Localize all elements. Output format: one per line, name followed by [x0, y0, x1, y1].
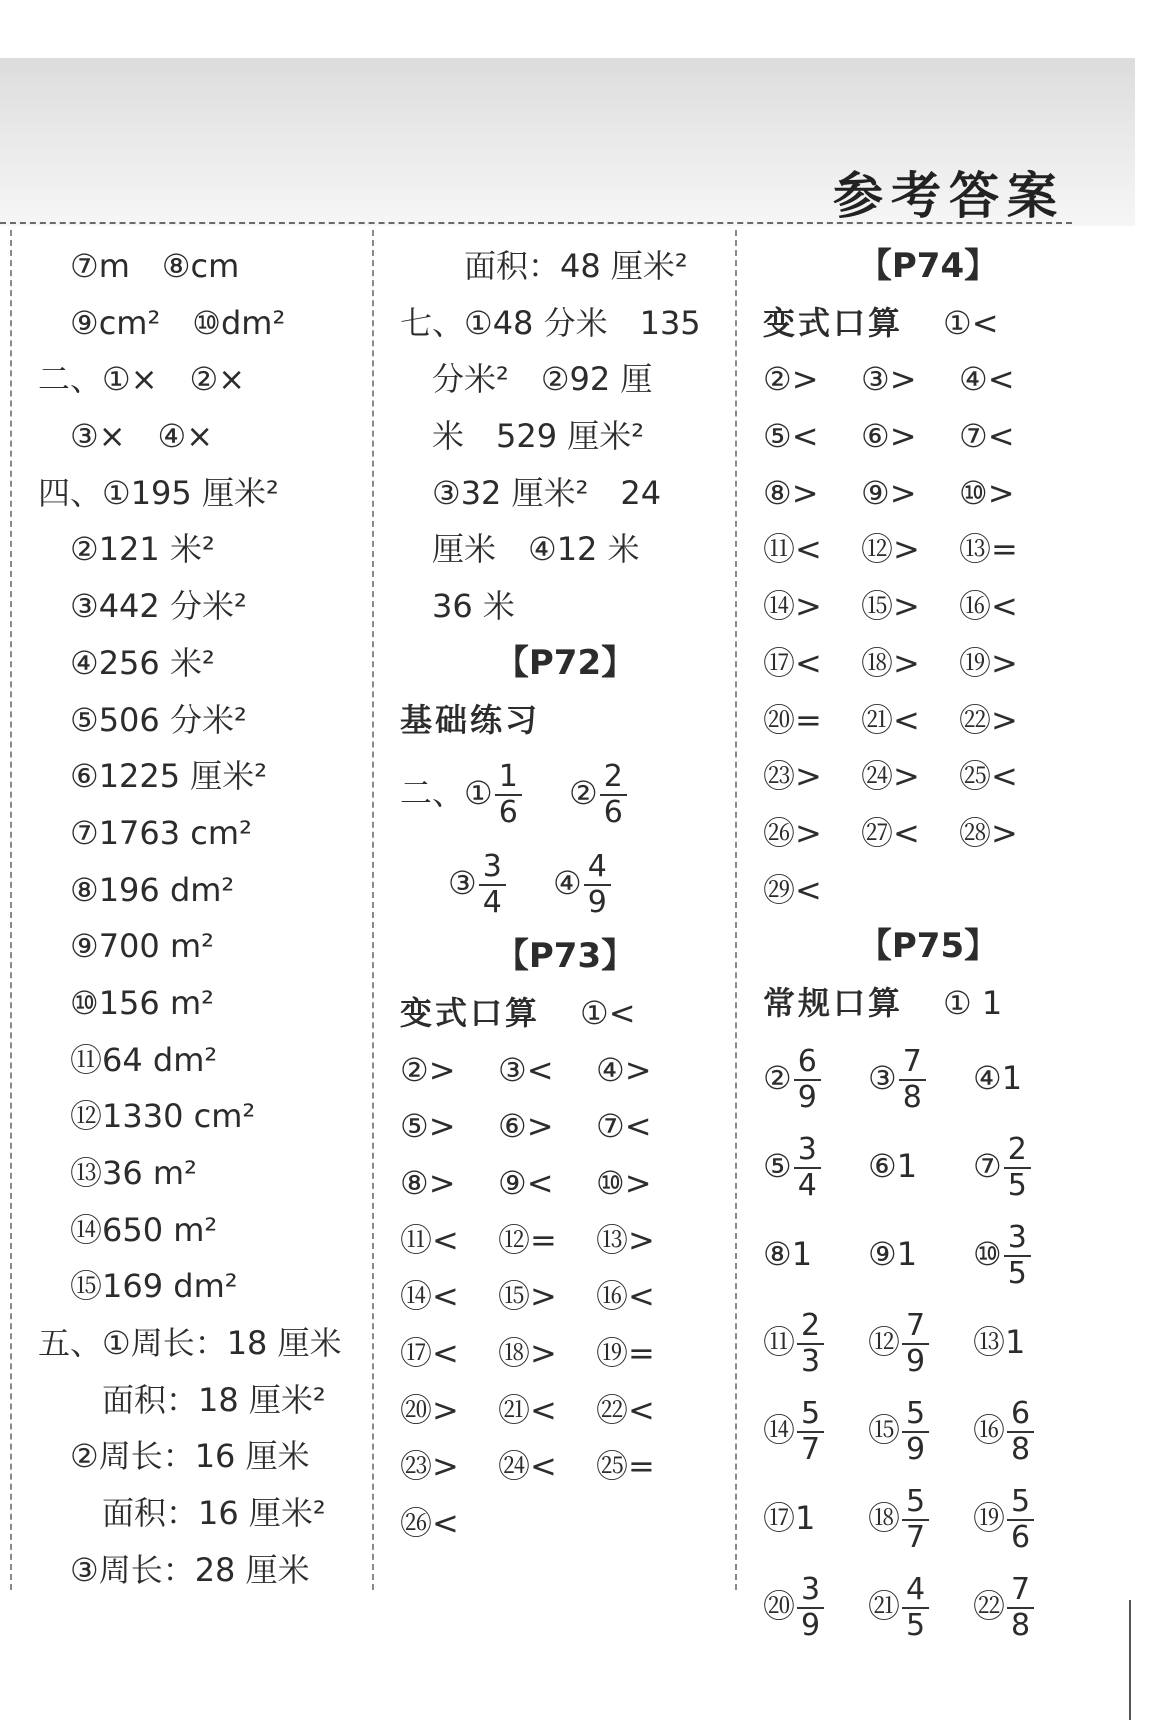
fraction-answer: [868, 1122, 973, 1210]
answer-line: ②121 米²: [38, 530, 215, 569]
compare-row: [763, 351, 1093, 408]
fraction-answer: [868, 1034, 973, 1122]
answer-number: ⑧: [763, 1234, 792, 1273]
fraction-numerator: 5: [902, 1485, 929, 1521]
compare-row: [400, 1268, 730, 1325]
section-label: 变式口算: [400, 993, 541, 1032]
compare-answer: ㉕=: [596, 1447, 655, 1486]
fraction: [902, 1573, 929, 1643]
answer-line: ⑥1225 厘米²: [38, 757, 268, 796]
fraction-answer: [448, 850, 553, 920]
compare-answer: ⑮>: [498, 1277, 557, 1316]
fraction-answer: [973, 1210, 1078, 1298]
fraction: [902, 1309, 929, 1379]
page-edge-mark: [1129, 1600, 1131, 1720]
page-ref-p75: 【P75】: [857, 926, 999, 967]
fraction: [797, 1397, 824, 1467]
fraction-answer: [868, 1298, 973, 1386]
fraction-denominator: 9: [906, 1431, 926, 1467]
fraction: [1007, 1573, 1034, 1643]
fraction-denominator: 4: [797, 1167, 817, 1203]
answer-line: 米 529 厘米²: [400, 417, 645, 456]
compare-row: [763, 521, 1093, 578]
section-bianshi-kousuan: [763, 295, 1093, 352]
compare-answer: ③>: [861, 360, 917, 399]
answer-line: ⑭650 m²: [38, 1210, 218, 1249]
fraction-numerator: 7: [899, 1045, 926, 1081]
fraction-denominator: 9: [797, 1079, 817, 1115]
answer-value: 1: [1005, 1322, 1026, 1361]
answer-line: ③× ④×: [38, 417, 214, 456]
compare-answer: ⑧>: [763, 473, 819, 512]
answer-number: ⑩: [973, 1234, 1002, 1273]
compare-answer: ①<: [943, 303, 999, 342]
answer-number: ㉒: [973, 1586, 1006, 1625]
answer-value: ① 1: [943, 983, 1003, 1022]
fraction-row: [400, 748, 730, 838]
answer-number: ②: [763, 1058, 792, 1097]
fraction-numerator: 4: [584, 850, 611, 886]
compare-row: [400, 1155, 730, 1212]
fraction-numerator: 6: [794, 1045, 821, 1081]
compare-answer: ⑫>: [861, 530, 920, 569]
answer-line: ③442 分米²: [38, 587, 247, 626]
answer-line: ⑤506 分米²: [38, 700, 247, 739]
compare-answer: ⑱>: [861, 643, 920, 682]
fraction-numerator: 2: [1004, 1133, 1031, 1169]
compare-row: [400, 1495, 730, 1552]
compare-answer: ⑦<: [959, 417, 1015, 456]
answer-number: ㉑: [868, 1586, 901, 1625]
answer-line: ⑪64 dm²: [38, 1040, 218, 1079]
section-bianshi-kousuan: [400, 985, 730, 1042]
compare-answer: ㉔>: [861, 757, 920, 796]
fraction-denominator: 5: [1007, 1255, 1027, 1291]
fraction: [1007, 1397, 1034, 1467]
fraction-numerator: 3: [797, 1573, 824, 1609]
fraction-numerator: 4: [902, 1573, 929, 1609]
compare-answer: ㉖>: [763, 813, 822, 852]
fraction-answer: [763, 1386, 868, 1474]
answer-number: ⑲: [973, 1498, 1006, 1537]
fraction-answer: [973, 1034, 1078, 1122]
compare-answer: ②>: [763, 360, 819, 399]
fraction-denominator: 6: [603, 795, 623, 831]
compare-answer: ⑪<: [763, 530, 822, 569]
fraction-row: [763, 1296, 1093, 1384]
answer-number: ⑦: [973, 1146, 1002, 1185]
fraction-answer: [569, 760, 674, 830]
fraction-row: [763, 1120, 1093, 1208]
fraction-denominator: 9: [587, 885, 607, 921]
compare-answer: ㉑<: [861, 700, 920, 739]
fraction-answer: [973, 1298, 1078, 1386]
answer-number: ⑳: [763, 1586, 796, 1625]
answer-number: ⑨: [868, 1234, 897, 1273]
answer-line: 五、①周长：18 厘米: [38, 1324, 342, 1363]
compare-answer: ⑭<: [400, 1277, 459, 1316]
answer-line: ⑨cm² ⑩dm²: [38, 303, 286, 342]
compare-row: [763, 862, 1093, 919]
fraction-numerator: 2: [600, 760, 627, 796]
fraction-numerator: 5: [1007, 1485, 1034, 1521]
fraction-answer: [868, 1474, 973, 1562]
header-divider: [0, 222, 1072, 224]
answer-number: ①: [464, 774, 493, 813]
answer-number: ⑰: [763, 1498, 796, 1537]
answer-number: ③: [448, 864, 477, 903]
fraction-numerator: 6: [1007, 1397, 1034, 1433]
compare-answer: ⑬=: [959, 530, 1018, 569]
compare-answer: ⑳=: [763, 700, 822, 739]
compare-row: [763, 635, 1093, 692]
compare-answer: ⑫=: [498, 1220, 557, 1259]
fraction-answer: [763, 1474, 868, 1562]
fraction-numerator: 7: [902, 1309, 929, 1345]
fraction: [899, 1045, 926, 1115]
answer-number: ⑭: [763, 1410, 796, 1449]
answer-column-2: [400, 238, 730, 1552]
compare-answer: ⑤>: [400, 1107, 456, 1146]
fraction-answer: [868, 1210, 973, 1298]
fraction-denominator: 8: [1011, 1431, 1031, 1467]
compare-row: [400, 1042, 730, 1099]
compare-row: [400, 1098, 730, 1155]
answer-line: ⑧196 dm²: [38, 870, 235, 909]
fraction-numerator: 3: [794, 1133, 821, 1169]
compare-row: [763, 805, 1093, 862]
answer-line: 36 米: [400, 587, 515, 626]
compare-row: [763, 692, 1093, 749]
fraction-answer: [763, 1210, 868, 1298]
fraction: [584, 850, 611, 920]
answer-line: 七、①48 分米 135: [400, 303, 701, 342]
answer-number: ⑫: [868, 1322, 901, 1361]
compare-row: [763, 465, 1093, 522]
page-title: 参考答案: [833, 167, 1065, 225]
fraction: [902, 1397, 929, 1467]
section-changgui-kousuan: [763, 975, 1093, 1032]
answer-number: ④: [973, 1058, 1002, 1097]
fraction-row: [763, 1032, 1093, 1120]
compare-answer: ⑯<: [959, 587, 1018, 626]
section-jichu-lianxi: 基础练习: [400, 700, 541, 739]
compare-answer: ③<: [498, 1050, 554, 1089]
answer-line: ⑩156 m²: [38, 983, 214, 1022]
compare-row: [763, 748, 1093, 805]
fraction-answer: [868, 1562, 973, 1650]
fraction: [902, 1485, 929, 1555]
answer-line: ⑦1763 cm²: [38, 813, 252, 852]
fraction-answer: [973, 1386, 1078, 1474]
answer-number: ⑯: [973, 1410, 1006, 1449]
fraction-denominator: 8: [1011, 1607, 1031, 1643]
compare-answer: ⑰<: [400, 1334, 459, 1372]
fraction-denominator: 3: [801, 1343, 821, 1379]
fraction-row: [763, 1472, 1093, 1560]
compare-answer: ⑦<: [596, 1107, 652, 1146]
compare-row: [400, 1212, 730, 1269]
answer-value: 1: [1001, 1058, 1023, 1097]
fraction: [1004, 1133, 1031, 1203]
column-divider-left: [10, 230, 12, 1590]
fraction: [1007, 1485, 1034, 1555]
fraction: [797, 1573, 824, 1643]
fraction-denominator: 7: [801, 1431, 821, 1467]
fraction-denominator: 9: [801, 1607, 821, 1643]
page-ref-p73: 【P73】: [494, 936, 636, 977]
answer-number: ⑬: [973, 1322, 1006, 1361]
compare-answer: ㉗<: [861, 813, 920, 852]
compare-answer: ⑤<: [763, 417, 819, 456]
fraction-numerator: 3: [479, 850, 506, 886]
compare-answer: ②>: [400, 1050, 456, 1089]
fraction-denominator: 6: [498, 795, 518, 831]
compare-answer: ⑳>: [400, 1390, 459, 1429]
answer-number: ②: [569, 774, 598, 813]
answer-number: ⑥: [868, 1146, 897, 1185]
answer-line: ⑬36 m²: [38, 1154, 197, 1192]
compare-answer: ⑬>: [596, 1220, 655, 1259]
answer-number: ③: [868, 1058, 897, 1097]
answer-line: ⑨700 m²: [38, 927, 214, 966]
compare-answer: ⑥>: [498, 1107, 554, 1146]
answer-value: 1: [896, 1234, 918, 1273]
compare-answer: ⑯<: [596, 1277, 655, 1316]
compare-answer: ⑪<: [400, 1220, 459, 1259]
compare-answer: ⑨>: [861, 473, 917, 512]
column-divider-2: [735, 230, 737, 1590]
compare-answer: ⑧>: [400, 1163, 456, 1202]
answer-value: 1: [791, 1234, 813, 1273]
compare-answer: ⑩>: [959, 473, 1015, 512]
fraction: [797, 1309, 824, 1379]
compare-answer: ⑲>: [959, 643, 1018, 682]
fraction-answer: [763, 1562, 868, 1650]
fraction: [495, 760, 522, 830]
compare-row: [400, 1382, 730, 1439]
fraction-row: [763, 1384, 1093, 1472]
answer-line: ⑫1330 cm²: [38, 1097, 256, 1136]
fraction-denominator: 9: [906, 1343, 926, 1379]
answer-number: ⑮: [868, 1410, 901, 1449]
fraction: [1004, 1221, 1031, 1291]
compare-answer: ⑭>: [763, 587, 822, 626]
compare-answer: ㉒<: [596, 1390, 655, 1429]
answer-value: 1: [896, 1146, 918, 1185]
compare-answer: ㉔<: [498, 1447, 557, 1486]
fraction-answer: [973, 1122, 1078, 1210]
page-ref-p74: 【P74】: [857, 246, 999, 286]
fraction-numerator: 1: [495, 760, 522, 796]
compare-answer: ⑱>: [498, 1334, 557, 1372]
fraction-numerator: 5: [902, 1397, 929, 1433]
page-ref-p72: 【P72】: [494, 642, 636, 683]
fraction-answer: [763, 1298, 868, 1386]
fraction-denominator: 6: [1011, 1519, 1031, 1555]
answer-line: ③32 厘米² 24: [400, 473, 662, 512]
answer-line: 面积：18 厘米²: [38, 1380, 326, 1419]
fraction: [479, 850, 506, 920]
answer-line: ⑮169 dm²: [38, 1267, 238, 1306]
fraction-row: [763, 1560, 1093, 1648]
answer-line: 四、①195 厘米²: [38, 473, 279, 512]
fraction-answer: [763, 1122, 868, 1210]
fraction: [794, 1133, 821, 1203]
fraction-answer: [553, 850, 658, 920]
answer-column-3: [763, 238, 1093, 1648]
fraction: [794, 1045, 821, 1115]
compare-answer: ㉕<: [959, 757, 1018, 796]
answer-line: 面积：16 厘米²: [38, 1494, 326, 1533]
answer-line: ④256 米²: [38, 643, 215, 682]
answer-line: 分米² ②92 厘: [400, 360, 653, 399]
fraction-answer: [973, 1562, 1078, 1650]
answer-line: ③周长：28 厘米: [38, 1550, 310, 1589]
compare-answer: ①<: [580, 993, 636, 1032]
compare-answer: ⑲=: [596, 1334, 655, 1372]
fraction-numerator: 2: [797, 1309, 824, 1345]
answer-line: 二、①× ②×: [38, 360, 246, 399]
fraction-answer: [763, 1034, 868, 1122]
fraction-numerator: 7: [1007, 1573, 1034, 1609]
compare-answer: ㉘>: [959, 813, 1018, 852]
compare-row: [400, 1438, 730, 1495]
answer-number: ⑤: [763, 1146, 792, 1185]
fraction: [600, 760, 627, 830]
compare-answer: ㉒>: [959, 700, 1018, 739]
compare-answer: ④>: [596, 1050, 652, 1089]
fraction-denominator: 7: [906, 1519, 926, 1555]
fraction-denominator: 5: [1007, 1167, 1027, 1203]
fraction-answer: [464, 760, 569, 830]
compare-answer: ⑰<: [763, 643, 822, 682]
answer-number: ⑪: [763, 1322, 796, 1361]
fraction-denominator: 4: [482, 885, 502, 921]
compare-answer: ㉓>: [763, 757, 822, 796]
answer-number: ④: [553, 864, 582, 903]
fraction-denominator: 8: [902, 1079, 922, 1115]
compare-answer: ㉓>: [400, 1447, 459, 1486]
answer-line: ⑦m ⑧cm: [38, 247, 240, 285]
compare-answer: ⑨<: [498, 1163, 554, 1202]
compare-answer: ㉙<: [763, 870, 822, 909]
fraction-answer: [973, 1474, 1078, 1562]
compare-row: [400, 1325, 730, 1382]
section-label: 变式口算: [763, 303, 904, 342]
fraction-row: [400, 838, 730, 928]
fraction-numerator: 3: [1004, 1221, 1031, 1257]
compare-row: [763, 578, 1093, 635]
answer-value: 1: [795, 1498, 816, 1537]
compare-answer: ㉑<: [498, 1390, 557, 1429]
compare-answer: ⑮>: [861, 587, 920, 626]
fraction-denominator: 5: [906, 1607, 926, 1643]
compare-answer: ⑥>: [861, 417, 917, 456]
question-number: 二、: [400, 774, 465, 813]
fraction-numerator: 5: [797, 1397, 824, 1433]
answer-number: ⑱: [868, 1498, 901, 1537]
compare-answer: ⑩>: [596, 1163, 652, 1202]
compare-row: [763, 408, 1093, 465]
compare-answer: ㉖<: [400, 1504, 459, 1543]
fraction-row: [763, 1208, 1093, 1296]
fraction-answer: [868, 1386, 973, 1474]
answer-line: ②周长：16 厘米: [38, 1437, 310, 1476]
compare-answer: ④<: [959, 360, 1015, 399]
column-divider-1: [372, 230, 374, 1590]
answer-line: 面积：48 厘米²: [400, 247, 688, 285]
answer-column-1: [38, 238, 368, 1599]
answer-line: 厘米 ④12 米: [400, 530, 640, 569]
section-label: 常规口算: [763, 983, 904, 1022]
